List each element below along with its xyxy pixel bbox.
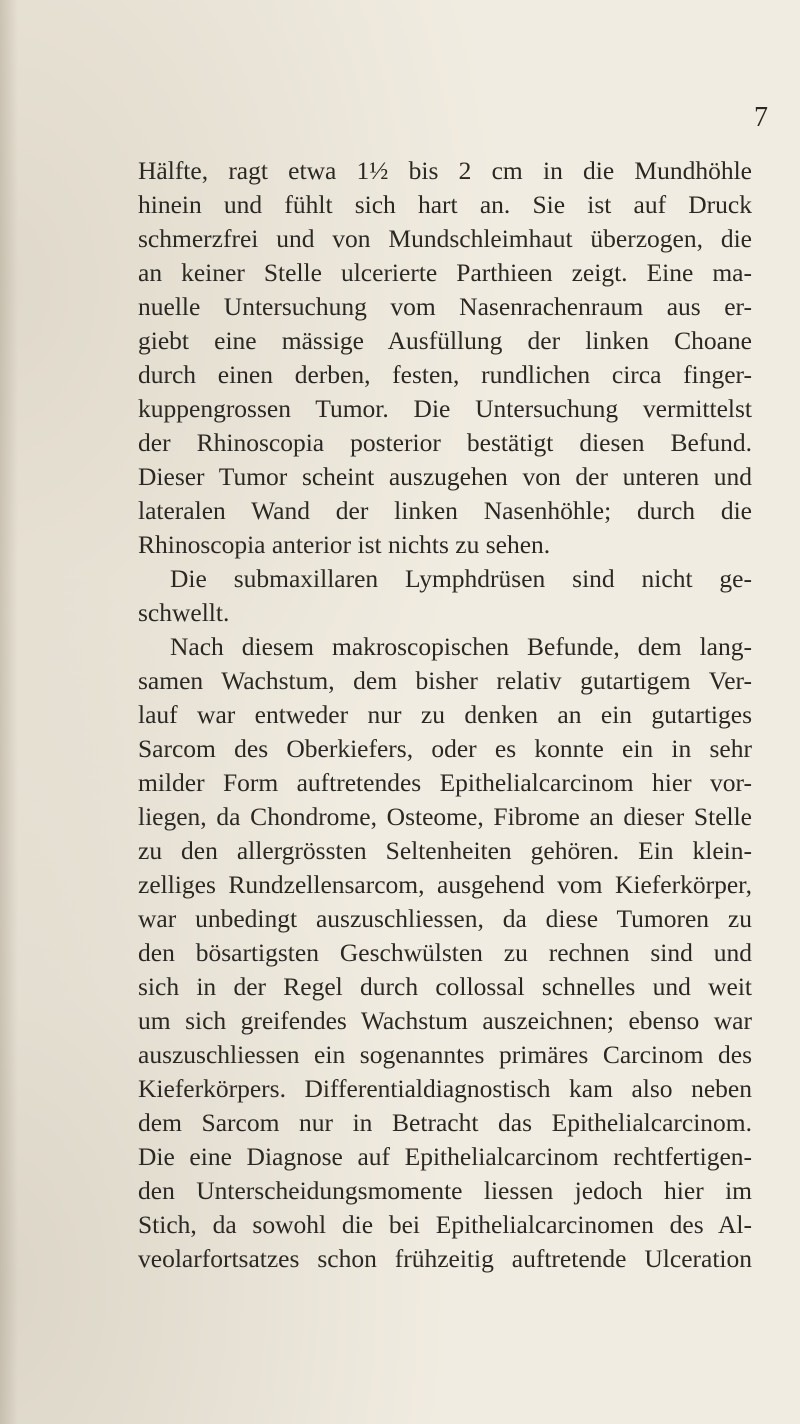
text-line: den Unterscheidungsmomente liessen jedoch hier im — [138, 1176, 752, 1205]
text-line: den bösartigsten Geschwülsten zu rechnen sind und — [138, 938, 752, 967]
page-left-edge-shadow — [0, 0, 18, 1424]
body-text — [138, 154, 752, 1276]
text-line: zelliges Rundzellensarcom, ausgehend vom Kieferkörper, — [138, 870, 752, 899]
text-line: um sich greifendes Wachstum auszeichnen; ebenso war — [138, 1006, 752, 1035]
text-line: Die eine Diagnose auf Epithelialcarcinom rechtfertigen- — [138, 1142, 752, 1171]
text-line: Stich, da sowohl die bei Epithelialcarcinomen des Al- — [138, 1210, 752, 1239]
text-line: durch einen derben, festen, rundlichen circa finger- — [138, 360, 752, 389]
text-line: Rhinoscopia anterior ist nichts zu sehen. — [138, 530, 551, 559]
text-line: schwellt. — [138, 598, 230, 627]
text-line: Die submaxillaren Lymphdrüsen sind nicht ge- — [170, 564, 752, 593]
text-line: Kieferkörpers. Differentialdiagnostisch kam also neben — [138, 1074, 752, 1103]
text-line: milder Form auftretendes Epithelialcarcinom hier vor- — [138, 768, 752, 797]
text-line: sich in der Regel durch collossal schnelles und weit — [138, 972, 752, 1001]
text-line: liegen, da Chondrome, Osteome, Fibrome an dieser Stelle — [138, 802, 752, 831]
text-line: lateralen Wand der linken Nasenhöhle; durch die — [138, 496, 752, 525]
text-line: dem Sarcom nur in Betracht das Epithelialcarcinom. — [138, 1108, 752, 1137]
text-line: nuelle Untersuchung vom Nasenrachenraum aus er- — [138, 292, 752, 321]
text-line: auszuschliessen ein sogenanntes primäres Carcinom des — [138, 1040, 752, 1069]
text-line: an keiner Stelle ulcerierte Parthieen zeigt. Eine ma- — [138, 258, 752, 287]
text-line: giebt eine mässige Ausfüllung der linken Choane — [138, 326, 752, 355]
text-line: kuppengrossen Tumor. Die Untersuchung vermittelst — [138, 394, 752, 423]
text-line: Sarcom des Oberkiefers, oder es konnte ein in sehr — [138, 734, 752, 763]
text-line: veolarfortsatzes schon frühzeitig auftretende Ulceration — [138, 1244, 752, 1273]
text-line: hinein und fühlt sich hart an. Sie ist auf Druck — [138, 190, 752, 219]
text-line: der Rhinoscopia posterior bestätigt diesen Befund. — [138, 428, 752, 457]
text-line: Nach diesem makroscopischen Befunde, dem lang- — [170, 632, 752, 661]
text-line: lauf war entweder nur zu denken an ein gutartiges — [138, 700, 752, 729]
text-line: schmerzfrei und von Mundschleimhaut überzogen, die — [138, 224, 752, 253]
text-line: samen Wachstum, dem bisher relativ gutartigem Ver- — [138, 666, 752, 695]
text-line: Hälfte, ragt etwa 1½ bis 2 cm in die Mundhöhle — [138, 156, 752, 185]
text-line: Dieser Tumor scheint auszugehen von der unteren und — [138, 462, 752, 491]
text-line: zu den allergrössten Seltenheiten gehören. Ein klein- — [138, 836, 752, 865]
text-line: war unbedingt auszuschliessen, da diese Tumoren zu — [138, 904, 752, 933]
page-number: 7 — [754, 102, 768, 133]
